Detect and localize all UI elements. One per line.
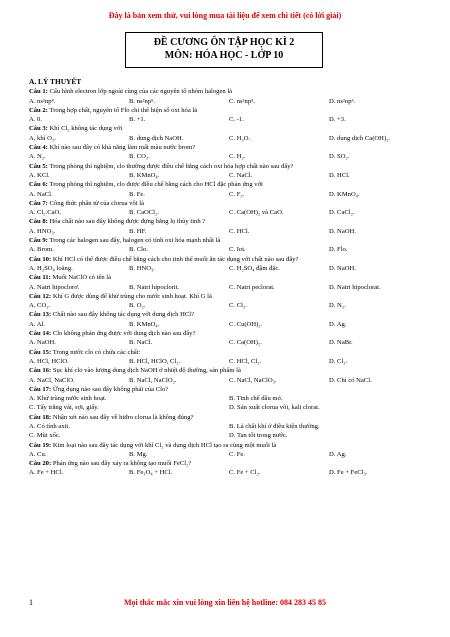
answer-option: D. Chỉ có NaCl. [329, 376, 372, 384]
answer-option: A. Cu. [29, 450, 47, 458]
answer-option: C. F₂. [229, 190, 245, 198]
answer-option: B. KMnO₄. [129, 320, 160, 328]
question-text [29, 162, 429, 171]
question-item [29, 199, 429, 218]
question-stem: Khí Cl₂ không tác dụng với [49, 125, 123, 133]
page-number: 1 [29, 598, 33, 607]
question-item [29, 273, 429, 292]
answer-option: C. Tẩy trắng vải, sợi, giấy. [29, 404, 99, 412]
question-item [29, 143, 429, 162]
options-row [29, 468, 429, 477]
question-label: Câu 16: [29, 367, 52, 375]
question-item [29, 106, 429, 125]
question-label: Câu 17: [29, 385, 52, 393]
answer-option: C. H₂. [229, 153, 246, 161]
answer-option: C. Ca(OH)₂ và CaO. [229, 209, 284, 217]
answer-option: A. H₂SO₄ loãng. [29, 264, 73, 272]
question-label: Câu 15: [29, 348, 52, 356]
answer-option: D. Natri hipoclorat. [329, 283, 381, 291]
question-text [29, 273, 429, 282]
options-row [29, 245, 429, 254]
question-stem: Trong phòng thí nghiệm, clo được điều chế bằng cách cho HCl đặc phản ứng với [49, 181, 263, 189]
question-text [29, 441, 429, 450]
question-label: Câu 7: [29, 199, 48, 207]
answer-option: B. HNO₃. [129, 264, 155, 272]
answer-option: B. Tinh chế dầu mỏ. [229, 395, 283, 403]
question-label: Câu 11: [29, 274, 51, 282]
options-row [29, 134, 429, 143]
answer-option: D. SO₂. [329, 153, 350, 161]
options-row [29, 376, 429, 385]
question-text [29, 348, 429, 357]
answer-option: B. CO₂. [129, 153, 150, 161]
answer-option: B. CaOCl₂. [129, 209, 159, 217]
question-label: Câu 10: [29, 255, 52, 263]
options-row [29, 320, 429, 329]
question-item [29, 385, 429, 413]
question-label: Câu 4: [29, 144, 48, 152]
question-text [29, 459, 429, 468]
question-stem: Cấu hình electron lớp ngoài cùng của các nguyên tố nhóm halogen là [49, 88, 233, 96]
answer-option: D. NaBr. [329, 339, 353, 347]
section-heading: A. LÝ THUYẾT [29, 77, 82, 86]
answer-option: B. Mg. [129, 450, 148, 458]
options-row [29, 97, 429, 106]
answer-option: A. Có tính axit. [29, 422, 70, 430]
question-text [29, 217, 429, 226]
answer-option: A. CO₂. [29, 302, 51, 310]
answer-option: D. KMnO₄. [329, 190, 360, 198]
question-label: Câu 19: [29, 441, 52, 449]
answer-option: A. ns²np⁴. [29, 97, 56, 105]
answer-option: D. CaCl₂. [329, 209, 355, 217]
question-stem: Phản ứng nào sau đây xảy ra không tạo muối FeCl₂? [52, 460, 192, 468]
answer-option: B. Clo. [129, 246, 148, 254]
answer-option: B. Fe₃O₄ + HCl. [129, 469, 173, 477]
answer-option: C. Mùi xốc. [29, 432, 61, 440]
question-item [29, 366, 429, 385]
answer-option: C. Fe. [229, 450, 245, 458]
answer-option: D. HCl. [329, 171, 350, 179]
question-stem: Khí nào sau đây có khả năng làm mất màu nước brom? [49, 144, 196, 152]
answer-option: C. Iot. [229, 246, 246, 254]
question-label: Câu 2: [29, 106, 48, 114]
answer-option: D. Ag. [329, 450, 347, 458]
question-text [29, 180, 429, 189]
question-text [29, 413, 429, 422]
answer-option: C. Ca(OH)₂. [229, 339, 262, 347]
answer-option: B. NaCl. [129, 339, 153, 347]
question-text [29, 87, 429, 96]
question-item [29, 310, 429, 329]
question-text [29, 255, 429, 264]
question-text [29, 385, 429, 394]
answer-option: B. KMnO₄. [129, 171, 160, 179]
answer-option: C. H₂O. [229, 134, 251, 142]
question-stem: Muối NaClO có tên là [52, 274, 112, 282]
question-stem: Chất nào sau đây không tác dụng với dung dịch HCl? [52, 311, 195, 319]
options-row [29, 152, 429, 161]
answer-option: C. NaCl, NaClO₃. [229, 376, 277, 384]
answer-option: C. H₂SO₄ đậm đặc. [229, 264, 280, 272]
answer-option: D. Sản xuất clorua vôi, kali clorat. [229, 404, 320, 412]
options-row [29, 422, 429, 431]
answer-option: B. HF. [129, 227, 147, 235]
answer-option: C. HCl, Cl₂. [229, 357, 262, 365]
question-label: Câu 14: [29, 330, 52, 338]
answer-option: A. 0. [29, 116, 43, 124]
options-row [29, 450, 429, 459]
question-label: Câu 13: [29, 311, 52, 319]
question-stem: Trong các halogen sau đây, halogen có tính oxi hóa mạnh nhất là [49, 237, 221, 245]
options-row [29, 264, 429, 273]
answer-option: C. ns²np³. [229, 97, 255, 105]
answer-option: C. NaCl. [229, 171, 253, 179]
answer-option: D. +3. [329, 116, 346, 124]
question-stem: Khí HCl có thể được điều chế bằng cách cho tinh thể muối ăn tác dụng với chất nào sau đây? [52, 255, 299, 263]
question-item [29, 348, 429, 367]
question-text [29, 143, 429, 152]
options-row [29, 171, 429, 180]
answer-option: B. Natri hipoclorit. [129, 283, 180, 291]
answer-option: B. Là chất khí ở điều kiện thường. [229, 422, 320, 430]
question-label: Câu 8: [29, 218, 48, 226]
answer-option: A. Cl₂.CaO. [29, 209, 61, 217]
answer-option: B. HCl, HClO, Cl₂. [129, 357, 181, 365]
answer-option: C. HCl. [229, 227, 250, 235]
question-stem: Kim loại nào sau đây tác dụng với khí Cl₂ và dung dịch HCl tạo ra cùng một muối là [52, 441, 277, 449]
answer-option: A. Brom. [29, 246, 54, 254]
answer-option: D. Flo. [329, 246, 348, 254]
answer-option: C. -1. [229, 116, 244, 124]
answer-option: D. Cl₂. [329, 357, 348, 365]
title-box [125, 32, 323, 68]
answer-option: A. HNO₃. [29, 227, 56, 235]
question-item [29, 441, 429, 460]
question-item [29, 217, 429, 236]
answer-option: D. ns²np⁶. [329, 97, 356, 105]
question-stem: Hóa chất nào sau đây không được đựng bằng lọ thủy tinh ? [49, 218, 206, 226]
answer-option: C. Natri peclorat. [229, 283, 275, 291]
question-stem: Trong nước clo có chứa các chất: [52, 348, 141, 356]
question-list [29, 77, 429, 478]
answer-option: D. dung dịch Ca(OH)₂. [329, 134, 391, 142]
question-label: Câu 3: [29, 125, 48, 133]
question-item [29, 413, 429, 441]
question-item [29, 329, 429, 348]
options-row [29, 338, 429, 347]
question-label: Câu 20: [29, 460, 52, 468]
options-row [29, 394, 429, 403]
question-stem: Sục khí clo vào lượng dung dịch NaOH ở nhiệt độ thường, sản phẩm là [52, 367, 241, 375]
options-row [29, 227, 429, 236]
answer-option: B. O₂. [129, 302, 146, 310]
hotline-footer: Mọi thắc mắc xin vui lòng xin liên hệ hotline: 084 283 45 85 [123, 598, 326, 607]
question-text [29, 292, 429, 301]
question-text [29, 199, 429, 208]
question-item [29, 162, 429, 181]
question-stem: Ứng dụng nào sau đây không phải của Clo? [52, 385, 169, 393]
question-label: Câu 12: [29, 292, 52, 300]
answer-option: C. Cl₂. [229, 302, 247, 310]
answer-option: A. NaCl, NaClO. [29, 376, 75, 384]
answer-option: D. Fe + FeCl₃. [329, 469, 368, 477]
question-label: Câu 5: [29, 162, 48, 170]
answer-option: A. Natri hipoclorơ. [29, 283, 80, 291]
question-stem: Nhận xét nào sau đây về hiđro clorua là không đúng? [52, 413, 194, 421]
options-row [29, 115, 429, 124]
options-row [29, 357, 429, 366]
answer-option: D. Ag. [329, 320, 347, 328]
answer-option: C. Cu(OH)₂. [229, 320, 263, 328]
question-item [29, 124, 429, 143]
question-item [29, 255, 429, 274]
question-label: Câu 9: [29, 237, 48, 245]
answer-option: B. Fe. [129, 190, 145, 198]
question-stem: Clo không phản ứng được với dung dịch nào sau đây? [52, 330, 196, 338]
options-row [29, 301, 429, 310]
document-title: ĐỀ CƯƠNG ÔN TẬP HỌC KÌ 2 [153, 37, 295, 48]
question-stem: Khí G được dùng để khử trùng cho nước sinh hoạt. Khí G là [52, 292, 212, 300]
answer-option: D. NaOH. [329, 227, 356, 235]
answer-option: A. N₂. [29, 153, 46, 161]
answer-option: B. dung dịch NaOH. [129, 134, 184, 142]
question-item [29, 236, 429, 255]
question-label: Câu 6: [29, 181, 48, 189]
answer-option: D. NaOH. [329, 264, 356, 272]
answer-option: A. Khử trùng nước sinh hoạt. [29, 395, 107, 403]
question-stem: Trong hợp chất, nguyên tố Flo chỉ thể hiện số oxi hóa là [49, 106, 198, 114]
answer-option: D. N₂. [329, 302, 346, 310]
options-row [29, 431, 429, 440]
answer-option: A. NaOH. [29, 339, 56, 347]
question-text [29, 124, 429, 133]
question-item [29, 180, 429, 199]
answer-option: C. Fe + Cl₂. [229, 469, 261, 477]
question-item [29, 292, 429, 311]
answer-option: A. NaCl. [29, 190, 53, 198]
answer-option: A. khí O₂. [29, 134, 56, 142]
answer-option: B. ns²np⁵. [129, 97, 156, 105]
question-text [29, 236, 429, 245]
question-label: Câu 1: [29, 88, 48, 96]
question-stem: Công thức phân tử của clorua vôi là [49, 199, 145, 207]
answer-option: B. +1. [129, 116, 146, 124]
options-row [29, 190, 429, 199]
preview-banner: Đây là bản xem thử, vui lòng mua tài liệu để xem chi tiết (có lời giải) [108, 11, 342, 20]
answer-option: A. KCl. [29, 171, 50, 179]
answer-option: B. NaCl, NaClO₂. [129, 376, 177, 384]
answer-option: A. Al. [29, 320, 45, 328]
question-text [29, 366, 429, 375]
question-text [29, 310, 429, 319]
options-row [29, 208, 429, 217]
question-stem: Trong phòng thí nghiệm, clo thường được điều chế bằng cách oxi hóa hợp chất nào sau đây? [49, 162, 294, 170]
document-subtitle: MÔN: HÓA HỌC - LỚP 10 [164, 50, 284, 61]
question-item [29, 87, 429, 106]
question-text [29, 329, 429, 338]
question-text [29, 106, 429, 115]
question-item [29, 459, 429, 478]
answer-option: D. Tan tốt trong nước. [229, 432, 288, 440]
question-label: Câu 18: [29, 413, 52, 421]
options-row [29, 283, 429, 292]
answer-option: A. HCl, HClO. [29, 357, 69, 365]
answer-option: A. Fe + HCl. [29, 469, 64, 477]
options-row [29, 403, 429, 412]
